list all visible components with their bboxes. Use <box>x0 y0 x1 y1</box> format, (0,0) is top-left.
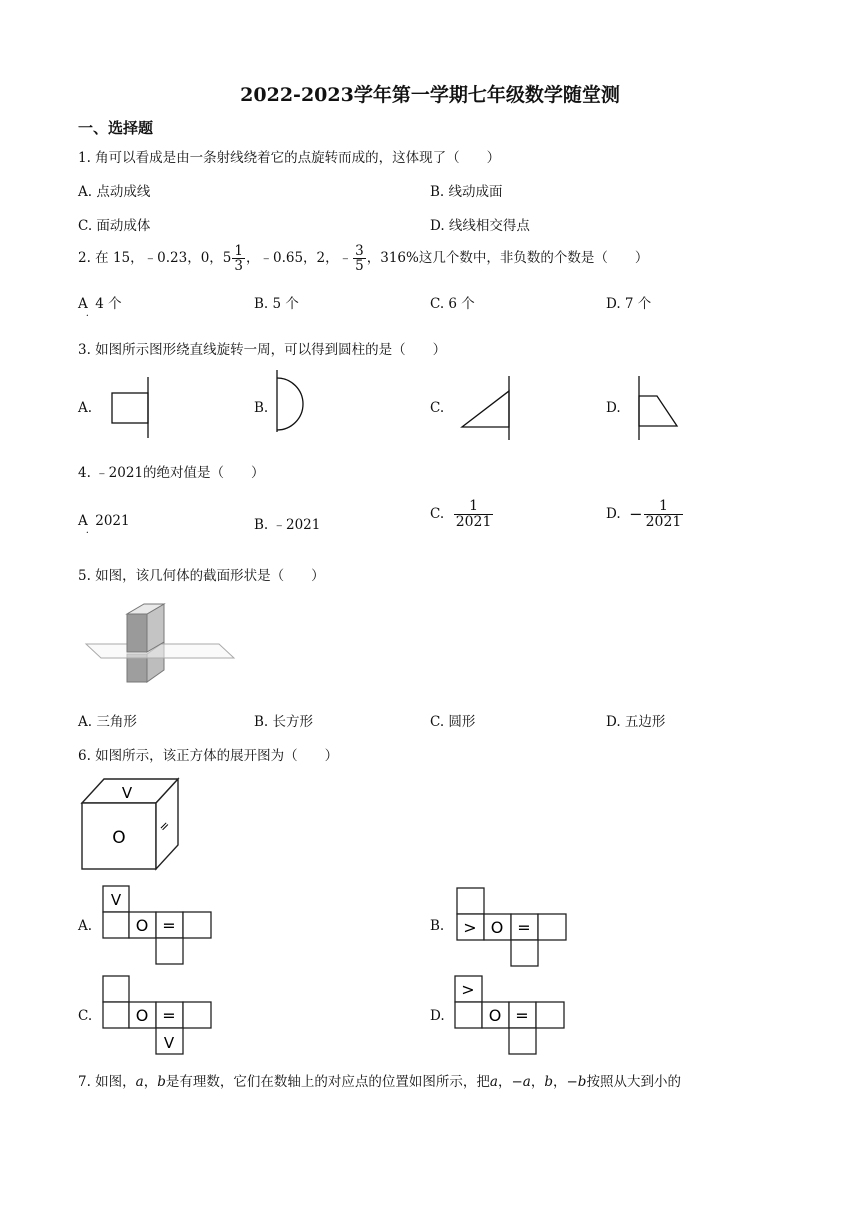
q7-var-a: a <box>135 1074 144 1090</box>
q3-figure-d-trapezoid <box>630 374 690 444</box>
q2-option-d: D. 7 个 <box>606 296 652 312</box>
fraction-denominator: 3 <box>234 258 243 275</box>
q6-cube-figure <box>80 777 180 872</box>
q6-option-d: D. <box>430 1008 445 1024</box>
q5-cube-cross-section-figure <box>84 602 234 694</box>
q6-net-d <box>454 975 568 1055</box>
net-b-symbol-o: O <box>490 918 504 937</box>
q6-option-b: B. <box>430 918 445 934</box>
question-2-stem <box>78 244 648 273</box>
q2-option-a-dot: . <box>85 308 89 319</box>
q1-option-a: A. 点动成线 <box>78 184 151 200</box>
question-5-stem: 5. 如图，该几何体的截面形状是（ ） <box>78 568 325 584</box>
cube-side-symbol: = <box>155 817 173 835</box>
q2-stem-pre: 2. 在 15，﹣0.23，0，5 <box>78 250 232 267</box>
q7-list-a: a <box>489 1074 498 1090</box>
net-d-symbol-o: O <box>488 1006 502 1025</box>
q4-option-a-text: 2021 <box>95 513 130 529</box>
fraction-denominator: 2021 <box>455 513 492 530</box>
fraction-one-over-2021 <box>454 499 494 529</box>
net-c-symbol-eq: = <box>162 1006 176 1025</box>
q6-option-a: A. <box>78 918 93 934</box>
fraction-three-fifths <box>353 244 366 273</box>
q4-option-a-letter: A <box>78 513 88 529</box>
q4-option-d <box>606 499 684 529</box>
q7-stem-pre: 7. 如图， <box>78 1074 136 1090</box>
q7-comma: ， <box>530 1074 545 1090</box>
q4-option-c <box>430 499 494 529</box>
fraction-denominator: 5 <box>355 258 364 275</box>
q6-option-c: C. <box>78 1008 93 1024</box>
q4-option-a <box>78 513 130 536</box>
net-a-symbol-v: V <box>110 891 122 909</box>
q7-sep: ， <box>143 1074 158 1090</box>
q5-option-c: C. 圆形 <box>430 714 476 730</box>
net-b-symbol-gt: > <box>463 918 477 937</box>
q7-comma: ， <box>552 1074 567 1090</box>
q4-option-c-letter: C. <box>430 506 445 523</box>
q2-option-a <box>78 292 122 319</box>
page-title: 2022-2023学年第一学期七年级数学随堂测 <box>240 84 620 106</box>
net-a-symbol-eq: = <box>162 916 176 935</box>
question-1-stem: 1. 角可以看成是由一条射线绕着它的点旋转而成的，这体现了（ ） <box>78 150 501 166</box>
net-c-symbol-v: V <box>163 1034 175 1052</box>
q3-option-d: D. <box>606 400 621 416</box>
q2-option-a-letter: A <box>78 296 88 312</box>
question-4-stem: 4. ﹣2021的绝对值是（ ） <box>78 465 265 481</box>
q2-stem-mid: ，﹣0.65，2，﹣ <box>245 250 353 267</box>
q5-option-d: D. 五边形 <box>606 714 666 730</box>
q7-comma: ， <box>497 1074 512 1090</box>
q1-option-b: B. 线动成面 <box>430 184 503 200</box>
net-b-symbol-eq: = <box>517 918 531 937</box>
cube-front-symbol: O <box>112 828 126 848</box>
q2-option-a-text: 4 个 <box>95 296 122 312</box>
question-6-stem: 6. 如图所示，该正方体的展开图为（ ） <box>78 748 339 764</box>
net-a-symbol-o: O <box>135 916 149 935</box>
q4-option-a-dot: . <box>85 525 89 536</box>
q7-stem-mid: 是有理数，它们在数轴上的对应点的位置如图所示，把 <box>165 1074 490 1090</box>
q7-list-neg-a: −a <box>511 1074 531 1090</box>
minus-sign: − <box>629 504 643 524</box>
fraction-numerator: 1 <box>234 243 243 259</box>
fraction-numerator: 3 <box>355 243 364 259</box>
q5-option-b: B. 长方形 <box>254 714 314 730</box>
q3-figure-a-rectangle <box>100 375 160 445</box>
section-heading: 一、选择题 <box>78 119 154 137</box>
q2-option-c: C. 6 个 <box>430 296 475 312</box>
q3-option-c: C. <box>430 400 445 416</box>
q7-list-b: b <box>544 1074 553 1090</box>
fraction-one-third <box>232 244 245 273</box>
net-c-symbol-o: O <box>135 1006 149 1025</box>
q3-figure-b-semicircle <box>270 368 320 438</box>
q3-option-b: B. <box>254 400 269 416</box>
q1-option-d: D. 线线相交得点 <box>430 218 530 234</box>
q3-figure-c-triangle <box>455 374 525 444</box>
q4-option-b: B. ﹣2021 <box>254 517 321 533</box>
fraction-negative-one-over-2021 <box>644 499 684 529</box>
q7-list-neg-b: −b <box>566 1074 587 1090</box>
fraction-numerator: 1 <box>454 499 494 515</box>
net-d-symbol-gt: > <box>461 980 475 999</box>
question-7-stem <box>78 1070 681 1090</box>
net-d-symbol-eq: = <box>515 1006 529 1025</box>
q1-option-c: C. 面动成体 <box>78 218 151 234</box>
fraction-denominator: 2021 <box>645 513 682 530</box>
question-3-stem: 3. 如图所示图形绕直线旋转一周，可以得到圆柱的是（ ） <box>78 342 447 358</box>
q6-net-b <box>456 887 568 967</box>
q7-stem-post: 按照从大到小的 <box>586 1074 681 1090</box>
fraction-numerator: 1 <box>644 499 684 515</box>
q4-option-d-letter: D. <box>606 506 621 523</box>
q7-var-b: b <box>157 1074 166 1090</box>
q5-option-a: A. 三角形 <box>78 714 137 730</box>
q3-option-a: A. <box>78 400 93 416</box>
cube-top-symbol: V <box>121 784 133 802</box>
q2-option-b: B. 5 个 <box>254 296 299 312</box>
q2-stem-post: ，316%这几个数中，非负数的个数是（ ） <box>366 250 649 267</box>
q6-net-a <box>102 885 214 965</box>
q6-net-c <box>102 975 214 1055</box>
